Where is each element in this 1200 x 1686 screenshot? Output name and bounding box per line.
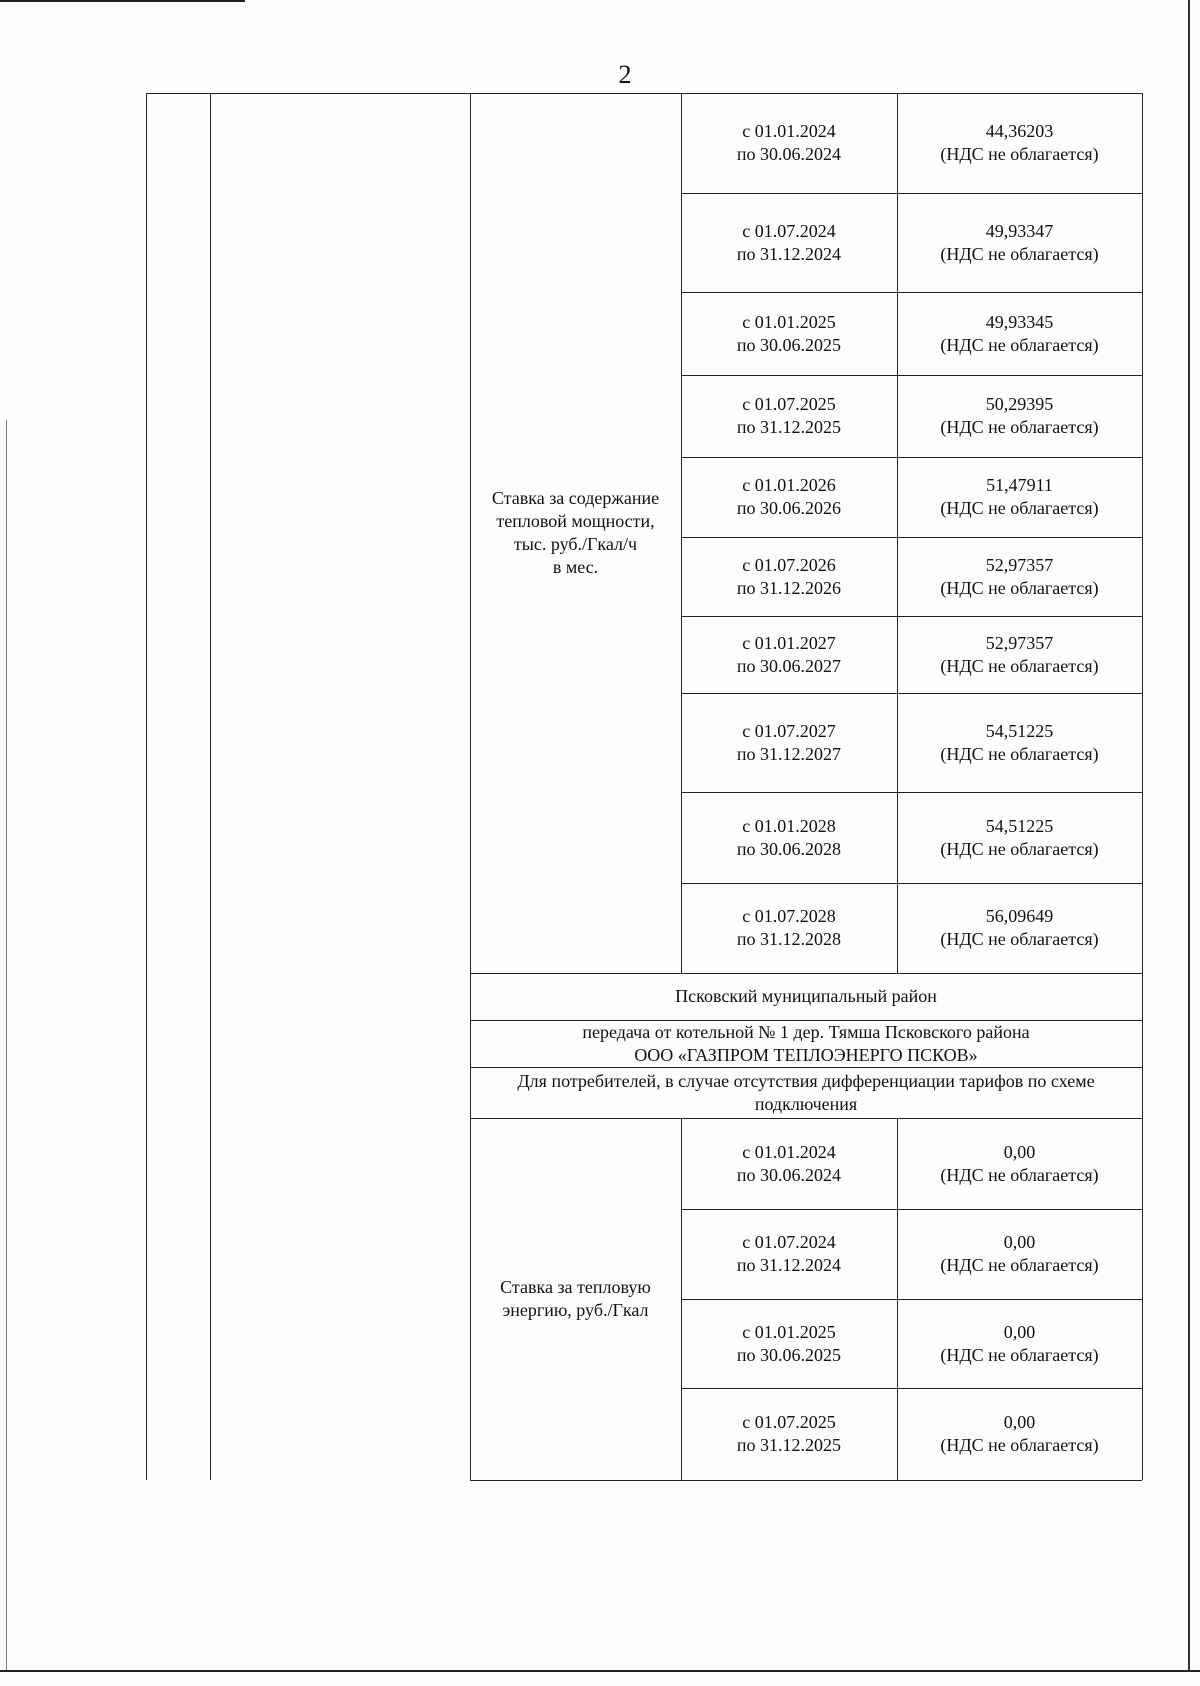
period-cell <box>681 537 897 616</box>
tariff-value-cell <box>897 693 1142 792</box>
tariff-value-cell <box>897 457 1142 537</box>
district-row <box>470 973 1142 1020</box>
period-from: с 01.07.2028 <box>742 906 836 926</box>
consumers-row <box>470 1067 1142 1118</box>
scan-edge-bottom <box>0 1670 1200 1672</box>
table-border-bottom <box>470 1480 1142 1481</box>
period-from: с 01.01.2026 <box>742 475 836 495</box>
vat-note: (НДС не облагается) <box>940 1344 1099 1365</box>
period-to: по 30.06.2028 <box>736 838 842 859</box>
source-row <box>470 1020 1142 1067</box>
scan-edge-right <box>1188 0 1190 1670</box>
tariff-value-cell <box>897 93 1142 193</box>
period-cell <box>681 883 897 973</box>
source-line: ООО «ГАЗПРОМ ТЕПЛОЭНЕРГО ПСКОВ» <box>634 1044 978 1065</box>
period-to: по 30.06.2027 <box>736 655 842 676</box>
tariff-value: 51,47911 <box>986 475 1053 495</box>
period-from: с 01.01.2024 <box>742 1141 836 1162</box>
vat-note: (НДС не облагается) <box>940 1435 1099 1455</box>
tariff-value: 49,93345 <box>985 311 1054 332</box>
tariff-value: 0,00 <box>1003 1141 1036 1162</box>
period-from: с 01.01.2025 <box>742 311 836 332</box>
category-cell-energy-rate <box>470 1118 681 1480</box>
category-line: в мес. <box>552 557 599 577</box>
period-cell <box>681 616 897 693</box>
period-from: с 01.01.2027 <box>742 632 836 653</box>
tariff-value: 52,97357 <box>985 632 1054 653</box>
consumers-line: Для потребителей, в случае отсутствия дифференциации тарифов по схеме <box>517 1070 1095 1091</box>
tariff-value-cell <box>897 1118 1142 1209</box>
vat-note: (НДС не облагается) <box>940 743 1099 764</box>
table-border-left <box>146 93 147 1480</box>
tariff-value: 54,51225 <box>985 815 1054 836</box>
tariff-value: 44,36203 <box>985 121 1054 141</box>
period-cell <box>681 292 897 375</box>
tariff-value: 0,00 <box>1003 1321 1036 1342</box>
period-to: по 30.06.2024 <box>736 1164 842 1185</box>
tariff-value: 52,97357 <box>985 554 1054 575</box>
period-cell <box>681 792 897 883</box>
vat-note: (НДС не облагается) <box>940 243 1099 264</box>
consumers-line: подключения <box>754 1093 858 1114</box>
tariff-value-cell <box>897 1388 1142 1480</box>
period-to: по 30.06.2025 <box>736 1344 842 1365</box>
category-line: Ставка за содержание <box>491 488 660 508</box>
source-line: передача от котельной № 1 дер. Тямша Псковского района <box>582 1021 1030 1042</box>
category-cell-capacity-rate <box>470 93 681 973</box>
tariff-value-cell <box>897 292 1142 375</box>
tariff-value-cell <box>897 1299 1142 1388</box>
vat-note: (НДС не облагается) <box>940 577 1099 598</box>
period-cell <box>681 693 897 792</box>
tariff-value: 0,00 <box>1003 1232 1036 1252</box>
tariff-value-cell <box>897 1209 1142 1299</box>
tariff-value-cell <box>897 193 1142 292</box>
period-from: с 01.07.2024 <box>742 220 836 241</box>
period-cell <box>681 193 897 292</box>
period-to: по 31.12.2027 <box>736 743 842 764</box>
period-from: с 01.07.2027 <box>742 720 836 741</box>
vat-note: (НДС не облагается) <box>940 417 1099 437</box>
period-cell <box>681 1299 897 1388</box>
vat-note: (НДС не облагается) <box>940 144 1099 164</box>
page-number: 2 <box>618 60 632 89</box>
period-to: по 30.06.2026 <box>736 498 842 518</box>
period-to: по 31.12.2026 <box>736 577 842 598</box>
scan-edge-left <box>6 420 7 1670</box>
tariff-value-cell <box>897 375 1142 457</box>
tariff-value: 0,00 <box>1003 1412 1036 1432</box>
period-from: с 01.07.2025 <box>742 394 836 414</box>
category-line: Ставка за тепловую <box>500 1277 651 1297</box>
period-cell <box>681 375 897 457</box>
tariff-value: 56,09649 <box>985 906 1054 926</box>
period-from: с 01.07.2026 <box>742 554 836 575</box>
period-to: по 31.12.2025 <box>736 417 842 437</box>
period-to: по 31.12.2025 <box>736 1435 842 1455</box>
tariff-value-cell <box>897 616 1142 693</box>
category-line: тепловой мощности, <box>496 511 655 531</box>
vat-note: (НДС не облагается) <box>940 929 1099 949</box>
tariff-value-cell <box>897 537 1142 616</box>
vat-note: (НДС не облагается) <box>940 1164 1099 1185</box>
district-title: Псковский муниципальный район <box>675 986 937 1006</box>
tariff-value-cell <box>897 883 1142 973</box>
period-from: с 01.07.2024 <box>742 1232 836 1252</box>
period-cell <box>681 93 897 193</box>
period-cell <box>681 1388 897 1480</box>
vat-note: (НДС не облагается) <box>940 334 1099 355</box>
tariff-value: 54,51225 <box>985 720 1054 741</box>
tariff-value-cell <box>897 792 1142 883</box>
table-column-divider <box>210 93 211 1480</box>
period-cell <box>681 457 897 537</box>
vat-note: (НДС не облагается) <box>940 655 1099 676</box>
period-to: по 31.12.2028 <box>736 929 842 949</box>
period-cell <box>681 1209 897 1299</box>
period-from: с 01.01.2024 <box>742 121 836 141</box>
period-to: по 31.12.2024 <box>736 243 842 264</box>
scan-edge-top <box>0 0 245 2</box>
period-from: с 01.01.2025 <box>742 1321 836 1342</box>
period-from: с 01.07.2025 <box>742 1412 836 1432</box>
vat-note: (НДС не облагается) <box>940 838 1099 859</box>
category-line: тыс. руб./Гкал/ч <box>513 534 638 554</box>
vat-note: (НДС не облагается) <box>940 1255 1099 1275</box>
tariff-value: 50,29395 <box>985 394 1054 414</box>
period-to: по 30.06.2025 <box>736 334 842 355</box>
period-cell <box>681 1118 897 1209</box>
vat-note: (НДС не облагается) <box>940 498 1099 518</box>
table-border-right <box>1142 93 1143 1480</box>
tariff-value: 49,93347 <box>985 220 1054 241</box>
category-line: энергию, руб./Гкал <box>502 1300 649 1320</box>
period-from: с 01.01.2028 <box>742 815 836 836</box>
period-to: по 30.06.2024 <box>736 144 842 164</box>
period-to: по 31.12.2024 <box>736 1255 842 1275</box>
